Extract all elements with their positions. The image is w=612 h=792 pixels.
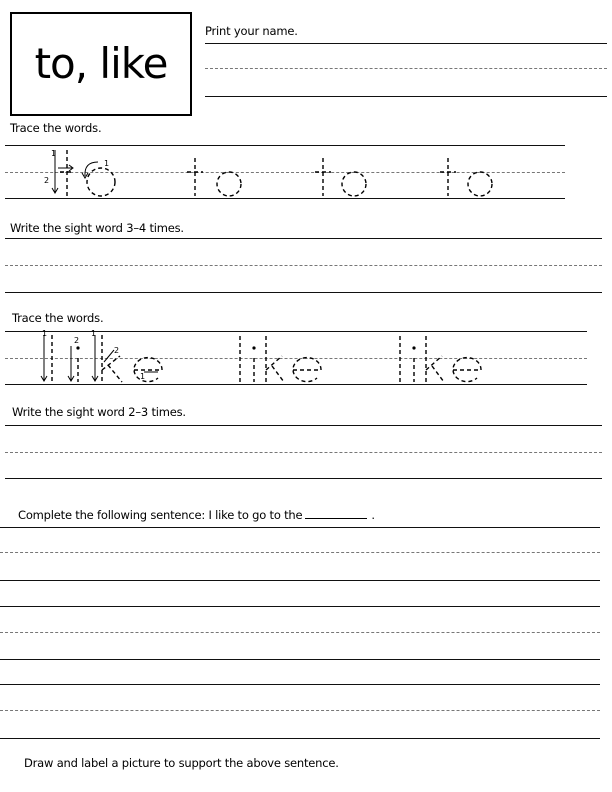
sentence-line-2-mid (0, 632, 600, 633)
write-to-label: Write the sight word 3–4 times. (10, 221, 184, 235)
sentence-line-3-mid (0, 710, 600, 711)
stroke-number-to-t-vertical: 1 (51, 149, 57, 158)
traced-word-to (315, 158, 366, 196)
sentence-prompt (18, 508, 375, 522)
traced-word-to (60, 150, 115, 196)
name-line-bottom[interactable] (205, 96, 607, 97)
traced-word-like (400, 336, 481, 382)
write-to-line-bottom[interactable] (5, 292, 602, 293)
trace-to-line-mid (5, 172, 565, 173)
draw-prompt: Draw and label a picture to support the above sentence. (24, 756, 339, 770)
sentence-line-3-bottom[interactable] (0, 738, 600, 739)
sentence-line-3-top (0, 684, 600, 685)
trace-to-line-bottom (5, 198, 565, 199)
write-to-line-mid (5, 265, 602, 266)
stroke-number-to-o: 1 (104, 159, 110, 168)
trace-to-line-top (5, 145, 565, 146)
stroke-number-like-k-top: 1 (91, 329, 97, 338)
title-box (10, 12, 192, 116)
name-line-mid (205, 68, 607, 69)
write-like-line-bottom[interactable] (5, 478, 602, 479)
write-to-line-top (5, 238, 602, 239)
trace-to-label: Trace the words. (10, 121, 102, 135)
traced-word-to (440, 158, 492, 196)
traced-word-like (240, 336, 321, 382)
sentence-line-1-bottom[interactable] (0, 580, 600, 581)
trace-like-line-top (5, 331, 587, 332)
write-like-line-mid (5, 452, 602, 453)
sentence-line-1-mid (0, 552, 600, 553)
trace-like-line-mid (5, 358, 587, 359)
stroke-number-like-e: 1 (140, 372, 146, 381)
stroke-number-to-t-cross: 2 (44, 176, 50, 185)
stroke-number-like-k-arm: 2 (114, 346, 120, 355)
write-like-label: Write the sight word 2–3 times. (12, 405, 186, 419)
name-line-top (205, 43, 607, 44)
sentence-line-2-top (0, 606, 600, 607)
stroke-number-like-i: 2 (74, 336, 80, 345)
sight-word-title: to, like (34, 39, 168, 88)
trace-like-label: Trace the words. (12, 311, 104, 325)
stroke-number-like-l: 1 (42, 329, 48, 338)
name-prompt: Print your name. (205, 24, 298, 38)
sentence-prompt-text: Complete the following sentence: I like to go to the (18, 508, 303, 522)
sentence-line-1-top (0, 527, 600, 528)
sentence-period: . (371, 508, 375, 522)
traced-word-to (187, 158, 241, 196)
sentence-blank[interactable] (305, 508, 367, 519)
trace-like-line-bottom (5, 384, 587, 385)
sentence-line-2-bottom[interactable] (0, 659, 600, 660)
write-like-line-top (5, 425, 602, 426)
